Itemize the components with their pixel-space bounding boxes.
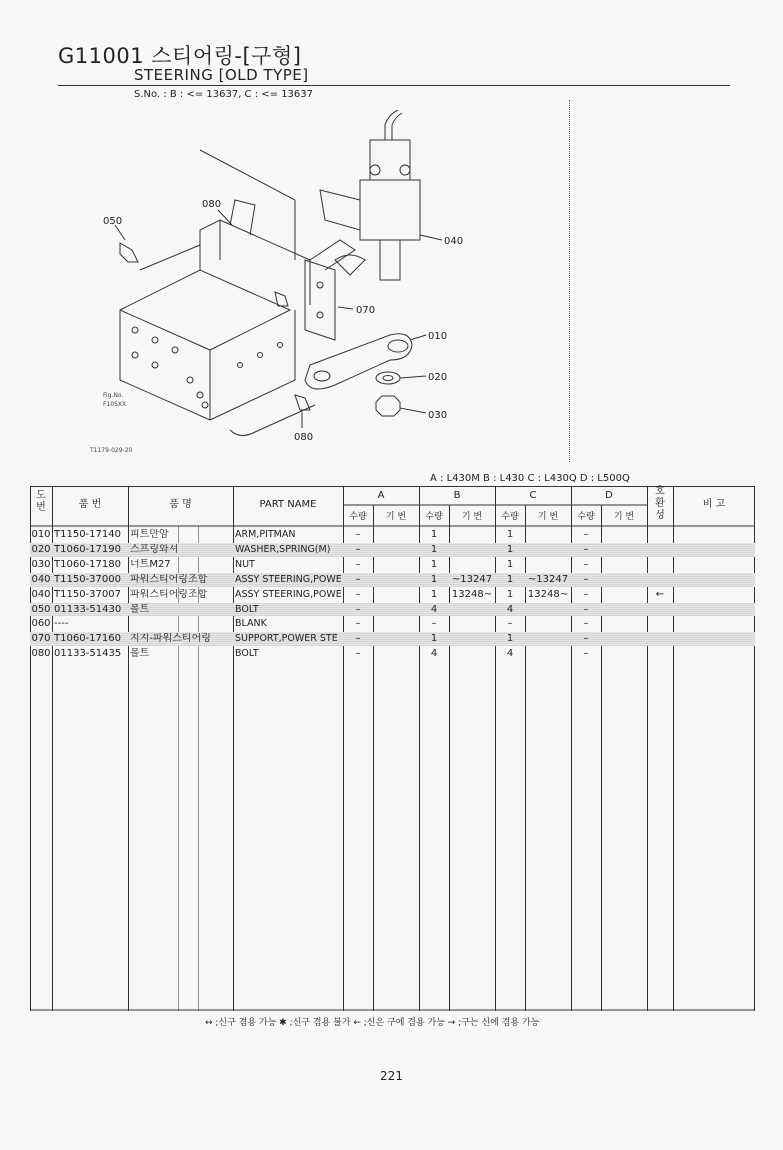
header-qty-c: 수량 — [501, 512, 519, 522]
cell-b: – — [431, 618, 437, 630]
cell-kname: 파워스티어링조합 — [130, 573, 208, 585]
bolt-050 — [120, 243, 138, 262]
table-row — [30, 588, 755, 602]
callout-070: 070 — [356, 305, 376, 316]
cell-kname: 스프링와셔 — [130, 543, 179, 555]
cell-part: T1060-17190 — [54, 543, 121, 555]
cell-part: T1150-37007 — [54, 588, 121, 600]
header-serial-a: 기 번 — [385, 512, 407, 522]
cell-no: 060 — [31, 618, 51, 630]
cell-part: 01133-51435 — [54, 648, 122, 660]
cell-d: – — [583, 588, 589, 600]
cell-no: 040 — [31, 573, 51, 585]
cell-c: 1 — [506, 573, 514, 585]
cell-cser: ~13247 — [527, 573, 569, 585]
cell-no: 030 — [31, 558, 51, 570]
callout-080-lower: 080 — [294, 432, 314, 443]
cell-part: ---- — [54, 618, 69, 630]
nut — [376, 396, 400, 416]
table-row — [30, 573, 755, 587]
cell-ename: BLANK — [235, 618, 267, 630]
cell-ename: ASSY STEERING,POWE — [235, 588, 342, 600]
cell-ic: ← — [655, 588, 665, 600]
cell-no: 050 — [31, 603, 51, 615]
cell-ename: ARM,PITMAN — [235, 529, 296, 540]
callout-020: 020 — [428, 372, 448, 383]
model-legend: A : L430M B : L430 C : L430Q D : L500Q — [430, 473, 630, 484]
cell-a: – — [355, 603, 361, 615]
cell-no: 040 — [31, 588, 51, 600]
header-part-number: 품 번 — [78, 499, 102, 510]
cell-d: – — [583, 558, 589, 570]
cell-kname: 피트만암 — [130, 529, 169, 540]
cell-ename: BOLT — [235, 648, 259, 660]
cell-kname: 지지-파워스티어링 — [130, 633, 211, 645]
cell-b: 1 — [430, 633, 438, 645]
cell-a: – — [355, 558, 361, 570]
cell-part: T1060-17160 — [54, 633, 121, 645]
table-row — [30, 632, 755, 646]
cell-a: – — [355, 618, 361, 630]
cell-part: T1150-17140 — [54, 529, 121, 540]
cell-b: 4 — [430, 603, 438, 615]
cell-c: 1 — [506, 588, 514, 600]
header-korean-name: 품 명 — [169, 499, 192, 510]
header-serial-c: 기 번 — [537, 512, 559, 522]
cell-a: – — [355, 529, 361, 540]
cell-b: 1 — [430, 543, 438, 555]
cell-part: T1150-37000 — [54, 573, 121, 585]
cell-ename: BOLT — [235, 603, 259, 615]
header-qty-a: 수량 — [349, 512, 367, 522]
serial-note: S.No. : B : <= 13637, C : <= 13637 — [134, 89, 314, 100]
table-row — [30, 528, 755, 542]
cell-ename: ASSY STEERING,POWE — [235, 573, 342, 585]
cell-b: 1 — [430, 558, 438, 570]
cell-kname: 파워스티어링조합 — [130, 588, 208, 600]
cell-ename: SUPPORT,POWER STE — [235, 633, 338, 645]
header-dobeon: 도 번 — [36, 490, 46, 513]
callout-030: 030 — [428, 410, 448, 421]
header-interchange: 호 환 성 — [655, 486, 665, 521]
cell-a: – — [355, 648, 361, 660]
frame-bracket — [120, 310, 210, 420]
cell-d: – — [583, 633, 589, 645]
table-row — [30, 647, 755, 661]
cell-ename: NUT — [235, 558, 255, 570]
table-row — [30, 603, 755, 617]
cell-no: 010 — [31, 529, 51, 540]
callout-080-upper: 080 — [202, 199, 222, 210]
cell-cser: 13248~ — [527, 588, 569, 600]
header-serial-b: 기 번 — [461, 512, 483, 522]
header-group-d: D — [605, 490, 613, 501]
page-number: 221 — [380, 1069, 403, 1083]
table-row — [30, 617, 755, 631]
cell-d: – — [583, 648, 589, 660]
cell-c: – — [507, 618, 513, 630]
cell-b: 1 — [430, 573, 438, 585]
dotted-separator — [569, 100, 570, 462]
cell-kname: 볼트 — [130, 603, 150, 615]
fig-label: Fig.No. — [103, 392, 124, 399]
header-group-a: A — [377, 490, 385, 501]
cell-a: – — [355, 543, 361, 555]
cell-d: – — [583, 618, 589, 630]
header-qty-d: 수량 — [577, 512, 595, 522]
cell-kname: 너트M27 — [130, 558, 171, 570]
interchange-legend: ↔ ;신구 겸용 가능 ✱ ;신구 겸용 불가 ← ;신은 구에 겸용 가능 → ;구는 신에 겸용 가능 — [205, 1018, 540, 1028]
page-code-title: G11001 스티어링-[구형] — [58, 44, 302, 68]
cell-c: 4 — [506, 648, 514, 660]
cell-c: 1 — [506, 529, 514, 540]
cell-d: – — [583, 603, 589, 615]
header-part-name: PART NAME — [259, 499, 317, 510]
cell-a: – — [355, 573, 361, 585]
callout-040: 040 — [444, 236, 464, 247]
callout-010: 010 — [428, 331, 448, 342]
header-remarks: 비 고 — [702, 499, 726, 510]
cell-b: 1 — [430, 588, 438, 600]
cell-b: 4 — [430, 648, 438, 660]
cell-d: – — [583, 529, 589, 540]
header-rule — [58, 85, 730, 86]
cell-c: 1 — [506, 558, 514, 570]
cell-a: – — [355, 588, 361, 600]
table-row — [30, 558, 755, 572]
cell-b: 1 — [430, 529, 438, 540]
header-group-c: C — [529, 490, 537, 501]
steering-exploded-diagram — [80, 110, 500, 460]
cell-no: 070 — [31, 633, 51, 645]
cell-bser: 13248~ — [451, 588, 493, 600]
cell-no: 080 — [31, 648, 51, 660]
spring-washer — [376, 372, 400, 384]
fig-number: F105XX — [103, 401, 127, 408]
cell-no: 020 — [31, 543, 51, 555]
cell-part: T1060-17180 — [54, 558, 121, 570]
header-group-b: B — [453, 490, 461, 501]
cell-c: 4 — [506, 603, 514, 615]
power-steering-unit — [320, 110, 420, 280]
page-english-title: STEERING [OLD TYPE] — [134, 66, 309, 84]
cell-d: – — [583, 543, 589, 555]
callout-050: 050 — [103, 216, 123, 227]
header-serial-d: 기 번 — [613, 512, 635, 522]
cell-part: 01133-51430 — [54, 603, 122, 615]
parts-table — [30, 486, 755, 1011]
figure-ref: T1179-029-20 — [90, 447, 133, 454]
cell-kname: 볼트 — [130, 648, 150, 660]
cell-c: 1 — [506, 543, 514, 555]
table-row — [30, 543, 755, 557]
cell-d: – — [583, 573, 589, 585]
cell-a: – — [355, 633, 361, 645]
cell-c: 1 — [506, 633, 514, 645]
header-qty-b: 수량 — [425, 512, 443, 522]
cell-bser: ~13247 — [451, 573, 493, 585]
cell-ename: WASHER,SPRING(M) — [235, 543, 331, 555]
